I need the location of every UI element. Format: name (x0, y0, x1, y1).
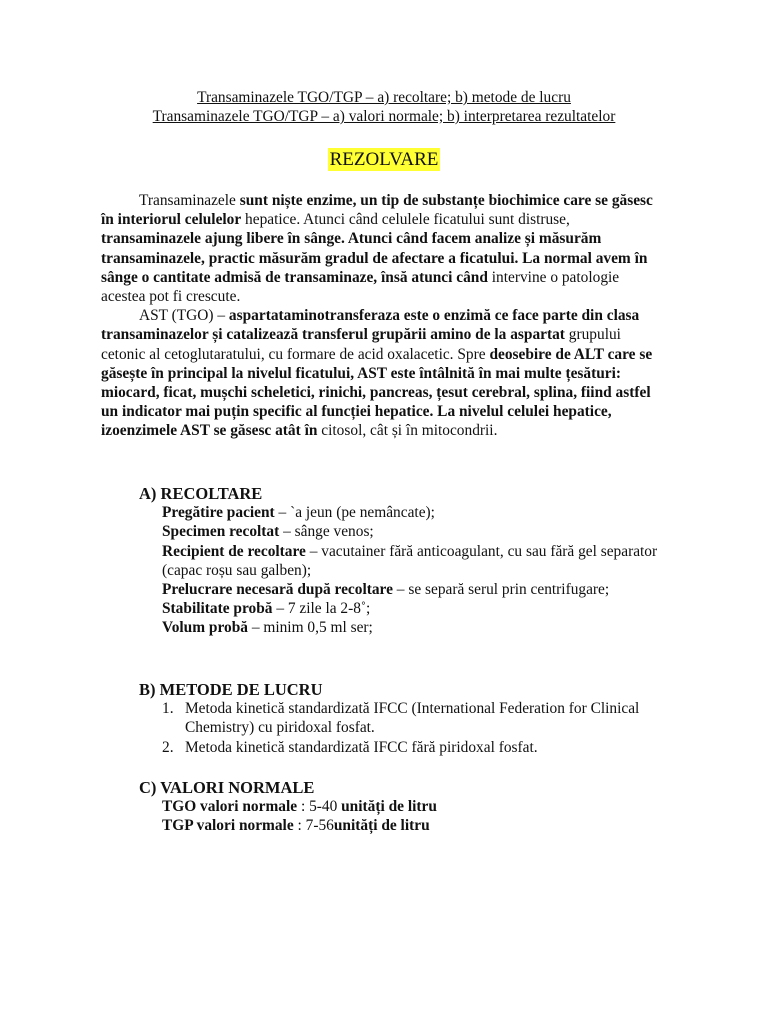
recoltare-item-key: Stabilitate probă (162, 600, 273, 618)
section-title-metode: B) METODE DE LUCRU (139, 680, 323, 699)
recoltare-item-key: Prelucrare necesară după recoltare (162, 581, 393, 599)
recoltare-item (162, 599, 679, 618)
section-valori (139, 778, 679, 836)
recoltare-item-value: – 7 zile la 2-8˚; (272, 600, 371, 618)
metode-item (139, 699, 679, 737)
recoltare-item (162, 522, 679, 541)
recoltare-item-key: Recipient de recoltare (162, 542, 306, 560)
rezolvare-heading-wrap (0, 148, 768, 171)
section-title-valori: C) VALORI NORMALE (139, 778, 315, 797)
title-line-2: Transaminazele TGO/TGP – a) valori normale; b) interpretarea rezultatelor (152, 108, 616, 125)
metode-item-number: 2. (162, 738, 174, 756)
para2-text-c: aspartataminotransferaza este o enzimă ce face parte din clasa transaminazelor și catalizează transferul grupării amino de la aspartat (101, 307, 640, 344)
valori-item (162, 797, 679, 816)
para1-text-c: hepatice. Atunci când celulele ficatului sunt distruse, (241, 211, 570, 229)
recoltare-item-value: – `a jeun (pe nemâncate); (274, 504, 435, 522)
valori-list (139, 797, 679, 835)
valori-item-value: : 5-40 (297, 798, 342, 816)
title-block (0, 88, 768, 126)
recoltare-item (162, 503, 679, 522)
recoltare-item (162, 542, 679, 580)
metode-item-text: Metoda kinetică standardizată IFCC (International Federation for Clinical Chemistry) cu piridoxal fosfat. (185, 700, 640, 737)
intro-text (101, 191, 667, 441)
paragraph-transaminaze (101, 191, 667, 306)
recoltare-item (162, 580, 679, 599)
recoltare-item-value: – sânge venos; (279, 523, 374, 541)
recoltare-item-value: – se separă serul prin centrifugare; (392, 581, 610, 599)
metode-item (139, 738, 679, 757)
recoltare-list (139, 503, 679, 637)
metode-list (139, 699, 679, 757)
valori-item-value: : 7-56 (293, 817, 334, 835)
para2-text-f: citosol, cât și în mitocondrii. (317, 422, 498, 440)
section-recoltare (139, 484, 679, 638)
valori-item-key: TGO valori normale (162, 798, 298, 816)
para2-text-e: deosebire de ALT care se găsește în principal la nivelul ficatului, AST este întâlnită în mai multe țesături: miocard, ficat, mușchi scheletici, rinichi, pancreas, țesut cerebral, splina, fiind astfel un indicator mai puțin specific al funcției hepatice. La nivelul celulei hepatice, izoenzimele AST se găsesc atât în (101, 345, 653, 440)
para2-text-a: AST (TGO) (139, 307, 214, 325)
para1-text-d: transaminazele ajung libere în sânge. Atunci când facem analize și măsurăm transaminazele, practic măsurăm gradul de afectare a ficatului. La normal avem în sânge o cantitate admisă de transaminaze, însă atunci când (101, 230, 648, 286)
valori-item-unit: unități de litru (333, 817, 430, 835)
valori-item-unit: unități de litru (341, 798, 437, 816)
recoltare-item-key: Volum probă (162, 619, 248, 637)
rezolvare-heading: REZOLVARE (329, 149, 439, 170)
recoltare-item-key: Pregătire pacient (162, 504, 275, 522)
para2-text-d: grupului cetonic al cetoglutaratului, cu formare de acid oxalacetic. Spre (101, 326, 621, 363)
recoltare-item-value: – vacutainer fără anticoagulant, cu sau fără gel separator (capac roșu sau galben); (162, 542, 658, 579)
paragraph-ast (101, 306, 667, 440)
valori-item-key: TGP valori normale (162, 817, 294, 835)
section-metode (139, 680, 679, 757)
title-line-1: Transaminazele TGO/TGP – a) recoltare; b) metode de lucru (197, 89, 571, 106)
para1-text-b: sunt niște enzime, un tip de substanțe biochimice care se găsesc în interiorul celulelor (101, 192, 653, 229)
metode-item-number: 1. (162, 700, 174, 718)
recoltare-item (162, 618, 679, 637)
para1-text-e: intervine o patologie acestea pot fi crescute. (101, 268, 620, 306)
metode-item-text: Metoda kinetică standardizată IFCC fără piridoxal fosfat. (185, 738, 538, 756)
recoltare-item-value: – minim 0,5 ml ser; (247, 619, 373, 637)
valori-item (162, 816, 679, 835)
para1-text-a: Transaminazele (139, 192, 240, 209)
recoltare-item-key: Specimen recoltat (162, 523, 280, 541)
section-title-recoltare: A) RECOLTARE (139, 484, 263, 503)
para2-text-b: – (213, 307, 229, 325)
